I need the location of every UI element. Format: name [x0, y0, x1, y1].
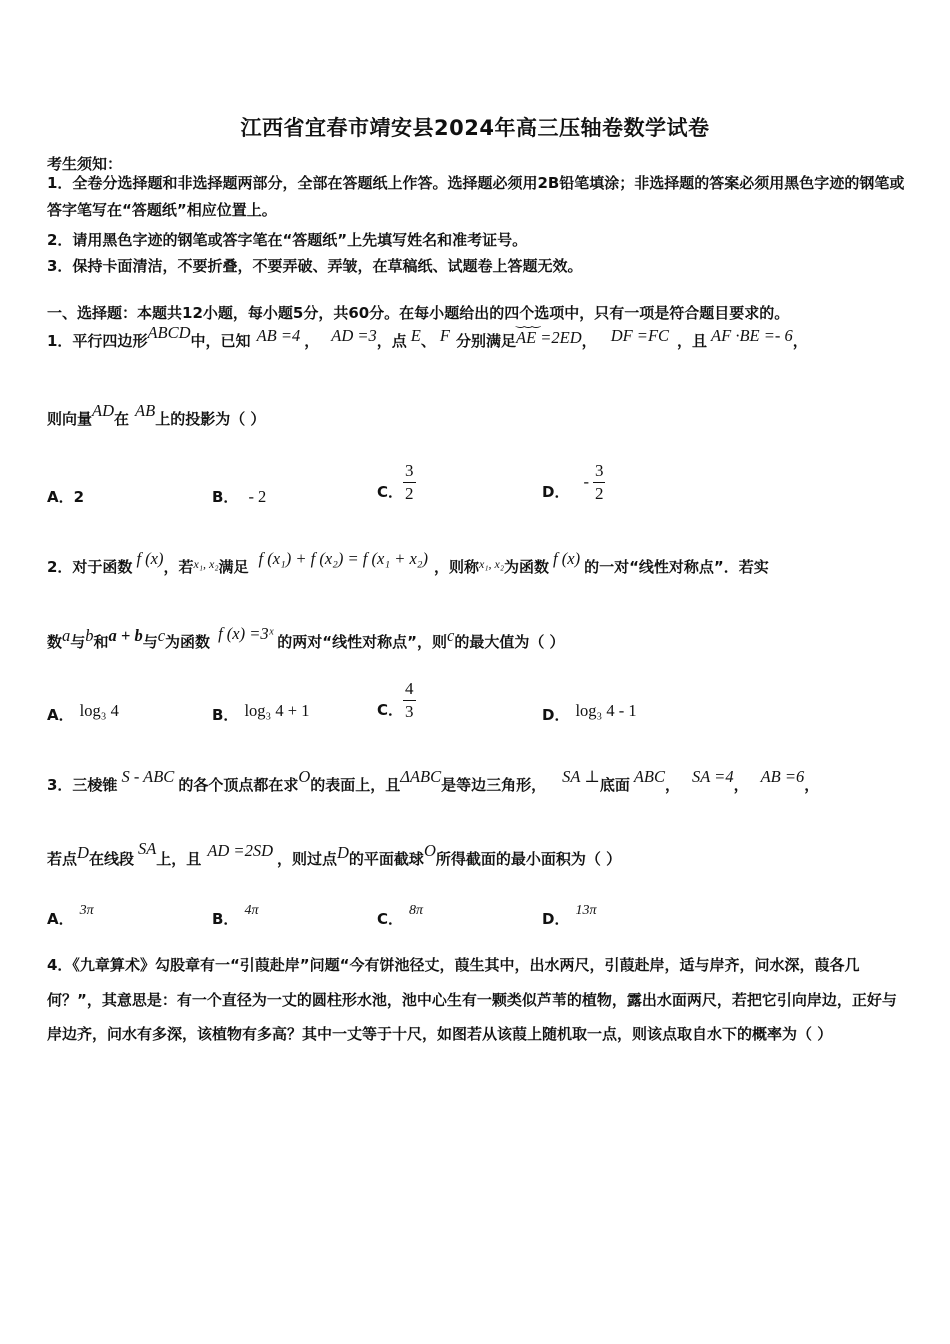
q3-option-a[interactable]	[47, 898, 94, 928]
q1-text: ，	[581, 332, 597, 350]
question-2-line-2	[47, 624, 565, 652]
question-3-line-1	[47, 767, 820, 795]
q1-math: AB =4	[256, 326, 301, 345]
option-value: log₃ 4	[79, 701, 119, 720]
option-label: A．	[47, 488, 74, 506]
q3-text: 上，且	[156, 850, 202, 868]
q3-math: D	[77, 843, 89, 862]
page-title: 江西省宜春市靖安县2024年高三压轴卷数学试卷	[240, 116, 710, 140]
q1-text: ，	[792, 332, 808, 350]
q2-option-b[interactable]	[212, 700, 310, 724]
denominator: 2	[405, 484, 414, 503]
fraction	[403, 460, 416, 505]
question-4: 4．《九章算术》勾股章有一“引葭赴岸”问题“今有饼池径丈，葭生其中，出水两尺，引葭赴岸，适与岸齐，问水深，葭各几何？”，其意思是：有一个直径为一丈的圆柱形水池，池中心生有一颗类似芦苇的植物，露出水面两尺，若把它引向岸边，正好与岸边齐，问水有多深，该植物有多高？其中一丈等于十尺，如图若从该葭上随机取一点，则该点取自水下的概率为（ ）	[47, 956, 897, 1043]
q2-text: 为函数	[165, 633, 211, 651]
q3-math: S - ABC	[121, 767, 175, 786]
q1-math: AB	[135, 401, 156, 420]
q2-text: 2．对于函数	[47, 558, 133, 576]
q2-option-d[interactable]	[542, 700, 637, 724]
q3-text: 的表面上，且	[310, 776, 401, 794]
q1-text: ，且	[677, 332, 708, 350]
option-label: C．	[377, 910, 404, 928]
q1-text: 中，已知	[190, 332, 251, 350]
q2-text: 的最大值为（ ）	[454, 633, 565, 651]
q2-text: 与	[70, 633, 86, 651]
q2-math: c	[446, 626, 455, 645]
q3-text: 若点	[47, 850, 78, 868]
section-heading: 一、选择题：本题共12小题，每小题5分，共60分。在每小题给出的四个选项中，只有一项是符合题目要求的。	[47, 304, 790, 322]
q3-text: ，则过点	[276, 850, 337, 868]
q3-text: 底面	[599, 776, 630, 794]
denominator: 3	[405, 702, 414, 721]
q1-option-a[interactable]	[47, 486, 84, 507]
q2-option-a[interactable]	[47, 700, 119, 724]
q1-text: 1．平行四边形	[47, 332, 148, 350]
option-label: D．	[542, 483, 570, 501]
q1-text: 上的投影为（ ）	[155, 410, 266, 428]
q3-math: SA =4	[692, 767, 734, 786]
q3-math: AD =2SD	[207, 841, 273, 860]
q2-math: x₁, x₂	[479, 557, 505, 571]
q2-math: f (x₁) + f (x₂) = f (x₁ + x₂)	[258, 549, 429, 568]
option-label: C．	[377, 701, 404, 719]
numerator: 4	[403, 678, 416, 701]
q1-math: AF ·BE =- 6	[711, 326, 793, 345]
question-3-line-2	[47, 839, 622, 869]
q1-math: AD	[92, 401, 115, 420]
q3-option-c[interactable]	[377, 898, 424, 928]
q2-math: a	[62, 626, 71, 645]
q1-option-d[interactable]	[542, 460, 605, 505]
q3-math: SA	[137, 839, 157, 858]
option-value: 13π	[575, 903, 597, 918]
q2-text: 数	[47, 633, 63, 651]
q3-text: 3．三棱锥	[47, 776, 118, 794]
q2-math: f (x) =3ˣ	[218, 624, 274, 643]
fraction	[403, 678, 416, 723]
q3-text: ，	[665, 776, 681, 794]
notice-item-2: 2．请用黑色字迹的钢笔或答字笔在“答题纸”上先填写姓名和准考证号。	[47, 231, 528, 249]
option-value: 8π	[409, 903, 424, 918]
q1-math: AD =3	[331, 326, 377, 345]
q2-text: 满足	[218, 558, 249, 576]
option-label: A．	[47, 910, 74, 928]
numerator: 3	[593, 460, 606, 483]
q3-text: 的各个顶点都在求	[178, 776, 299, 794]
q2-math: b	[85, 626, 94, 645]
option-label: B．	[212, 706, 239, 724]
q2-text: 和	[93, 633, 109, 651]
q1-text: ，点	[376, 332, 407, 350]
minus-sign: -	[583, 472, 589, 491]
option-value: 3π	[79, 903, 94, 918]
q1-text: 则向量	[47, 410, 93, 428]
q3-option-b[interactable]	[212, 898, 259, 928]
denominator: 2	[594, 484, 604, 503]
q2-text: 为函数	[504, 558, 550, 576]
q1-option-c[interactable]	[377, 460, 416, 505]
q1-math: F	[439, 326, 450, 345]
q1-vector-math: ‿‿‿ AE =2ED	[516, 328, 582, 348]
option-label: A．	[47, 706, 74, 724]
q2-text: ，则称	[434, 558, 480, 576]
q2-text: 与	[142, 633, 158, 651]
q1-option-b[interactable]	[212, 486, 266, 507]
q2-math: x₁, x₂	[193, 557, 219, 571]
q3-math: D	[337, 843, 349, 862]
q3-math: SA ⊥	[562, 767, 600, 786]
notice-item-3: 3．保持卡面清洁，不要折叠，不要弄破、弄皱，在草稿纸、试题卷上答题无效。	[47, 257, 583, 275]
q3-text: ，	[733, 776, 749, 794]
q3-text: 在线段	[88, 850, 134, 868]
option-value: - 2	[248, 487, 267, 506]
q1-math: E	[410, 326, 421, 345]
q3-text: 的平面截球	[348, 850, 424, 868]
option-label: C．	[377, 483, 404, 501]
option-value: log₃ 4 - 1	[575, 701, 637, 720]
q1-math: DF =FC	[610, 326, 670, 345]
q2-math: c	[157, 626, 166, 645]
q2-text: 的一对“线性对称点”．若实	[584, 558, 769, 576]
option-value: log₃ 4 + 1	[244, 701, 310, 720]
q3-text: 是等边三角形，	[441, 776, 547, 794]
q3-text: 所得截面的最小面积为（ ）	[435, 850, 622, 868]
q2-math: a + b	[108, 626, 143, 645]
q2-text: ，若	[163, 558, 194, 576]
q2-math: f (x)	[553, 549, 581, 568]
question-1-line-1	[47, 323, 808, 351]
q3-math: O	[298, 767, 311, 786]
q1-text: ，	[304, 332, 320, 350]
q2-math: f (x)	[136, 549, 164, 568]
option-label: B．	[212, 488, 239, 506]
q3-math: ABC	[633, 767, 666, 786]
fraction	[593, 460, 606, 505]
option-value: 4π	[244, 903, 259, 918]
q1-text: 、	[420, 332, 436, 350]
option-value: 2	[73, 488, 85, 506]
option-label: B．	[212, 910, 239, 928]
q3-option-d[interactable]	[542, 898, 597, 928]
q3-math: O	[423, 841, 436, 860]
q1-math: ABCD	[147, 323, 191, 342]
notice-item-1: 1．全卷分选择题和非选择题两部分，全部在答题纸上作答。选择题必须用2B铅笔填涂；非选择题的答案必须用黑色字迹的钢笔或答字笔写在“答题纸”相应位置上。	[47, 174, 905, 219]
notice-heading: 考生须知：	[47, 155, 123, 173]
q2-option-c[interactable]	[377, 678, 416, 723]
question-2-line-1	[47, 549, 769, 577]
q2-text: 的两对“线性对称点”，则	[277, 633, 447, 651]
question-1-line-2	[47, 401, 266, 429]
option-label: D．	[542, 706, 570, 724]
q1-text: 在	[114, 410, 130, 428]
q3-math: ΔABC	[400, 767, 442, 786]
option-label: D．	[542, 910, 570, 928]
q1-text: 分别满足	[455, 332, 516, 350]
q3-text: ，	[804, 776, 820, 794]
q3-math: AB =6	[760, 767, 805, 786]
numerator: 3	[403, 460, 416, 483]
